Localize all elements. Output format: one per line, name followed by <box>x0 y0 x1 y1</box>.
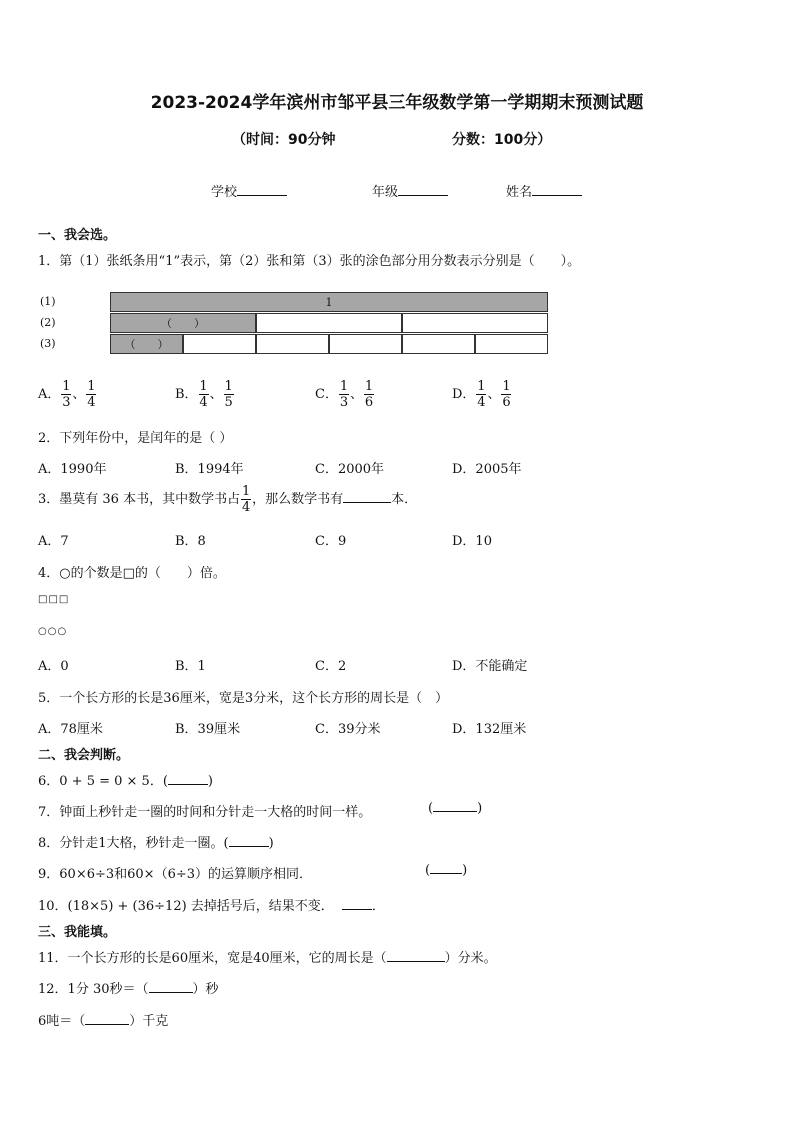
strip-3-cell <box>475 334 548 354</box>
school-field[interactable] <box>211 181 287 200</box>
section-heading-fill: 三、我能填。 <box>38 925 117 940</box>
q4-option-b[interactable]: B．1 <box>175 659 206 674</box>
strip-2-cell <box>256 313 402 333</box>
separator: 、 <box>349 387 363 402</box>
answer-blank[interactable] <box>149 992 193 993</box>
answer-blank[interactable] <box>168 784 208 785</box>
option-label: B． <box>175 387 198 402</box>
question-10: 10．(18×5) + (36÷12) 去掉括号后，结果不变． ． <box>38 899 385 914</box>
q5-option-a[interactable]: A．78厘米 <box>38 722 103 737</box>
fraction: $\frac{1}{4}$ <box>87 379 96 410</box>
fraction: $\frac{1}{4}$ <box>241 484 251 515</box>
fraction: $\frac{1}{4}$ <box>477 379 486 410</box>
answer-blank[interactable] <box>430 873 462 874</box>
q4-option-d[interactable]: D．不能确定 <box>452 659 528 674</box>
strip-3-cell <box>256 334 329 354</box>
strip-2-cell <box>402 313 548 333</box>
q4-option-c[interactable]: C．2 <box>315 659 347 674</box>
strip-3-shaded-cell: （ ） <box>110 334 183 354</box>
q2-option-a[interactable]: A．1990年 <box>38 462 107 477</box>
q4-option-a[interactable]: A．0 <box>38 659 69 674</box>
name-blank[interactable] <box>532 182 582 196</box>
strip-3-cell <box>402 334 475 354</box>
answer-blank[interactable] <box>342 909 372 910</box>
answer-blank[interactable] <box>343 502 391 503</box>
q3-option-b[interactable]: B．8 <box>175 534 206 549</box>
question-11: 11．一个长方形的长是60厘米，宽是40厘米，它的周长是（ ）分米。 <box>38 951 497 966</box>
grade-field[interactable] <box>372 181 448 200</box>
strip-2-shaded-cell: （ ） <box>110 313 256 333</box>
q1-option-a[interactable] <box>38 379 97 410</box>
separator: 、 <box>209 387 223 402</box>
school-label: 学校 <box>211 185 238 200</box>
q5-option-c[interactable]: C．39分米 <box>315 722 381 737</box>
strip-3-cell <box>183 334 256 354</box>
question-9-answer: ( ) <box>425 863 468 878</box>
exam-time: （时间：90分钟 <box>232 132 336 148</box>
circles-row: ○○○ <box>38 626 68 637</box>
page-title: 2023-2024学年滨州市邹平县三年级数学第一学期期末预测试题 <box>150 93 644 113</box>
squares-row: □□□ <box>38 594 70 605</box>
q3-option-a[interactable]: A．7 <box>38 534 69 549</box>
answer-blank[interactable] <box>229 846 269 847</box>
question-8: 8．分针走1大格，秒针走一圈。( ) <box>38 836 274 851</box>
section-heading-judge: 二、我会判断。 <box>38 748 130 763</box>
fraction: $\frac{1}{5}$ <box>224 379 233 410</box>
grade-blank[interactable] <box>398 182 448 196</box>
answer-blank[interactable] <box>85 1024 129 1025</box>
question-1-text: 1．第（1）张纸条用“1”表示，第（2）张和第（3）张的涂色部分用分数表示分别是（ ）。 <box>38 254 581 269</box>
q1-option-c[interactable] <box>315 379 375 410</box>
strip-label-2: (2) <box>40 316 56 329</box>
question-5-text: 5．一个长方形的长是36厘米，宽是3分米，这个长方形的周长是（ ） <box>38 691 449 706</box>
strip-3-cell <box>329 334 402 354</box>
section-heading-choice: 一、我会选。 <box>38 228 117 243</box>
fraction: $\frac{1}{6}$ <box>364 379 374 410</box>
question-12b: 6吨＝（ ）千克 <box>38 1014 169 1029</box>
q2-option-b[interactable]: B．1994年 <box>175 462 244 477</box>
strip-label-1: (1) <box>40 295 56 308</box>
exam-score: 分数：100分） <box>452 132 552 148</box>
q2-option-c[interactable]: C．2000年 <box>315 462 385 477</box>
q2-option-d[interactable]: D．2005年 <box>452 462 522 477</box>
fraction: $\frac{1}{4}$ <box>199 379 208 410</box>
q1-option-d[interactable] <box>452 379 512 410</box>
option-label: A． <box>38 387 61 402</box>
answer-blank[interactable] <box>433 811 477 812</box>
q5-option-b[interactable]: B．39厘米 <box>175 722 241 737</box>
strip-3 <box>110 334 548 354</box>
separator: 、 <box>72 387 86 402</box>
q3-option-d[interactable]: D．10 <box>452 534 492 549</box>
question-7-answer: ( ) <box>428 801 483 816</box>
separator: 、 <box>487 387 501 402</box>
option-label: D． <box>452 387 476 402</box>
question-9: 9．60×6÷3和60×（6÷3）的运算顺序相同． <box>38 867 313 882</box>
q1-option-b[interactable] <box>175 379 235 410</box>
question-4-text: 4．○的个数是□的（ ）倍。 <box>38 566 226 581</box>
question-7: 7．钟面上秒针走一圈的时间和分针走一大格的时间一样。 <box>38 805 372 820</box>
option-label: C． <box>315 387 338 402</box>
name-field[interactable] <box>506 181 582 200</box>
name-label: 姓名 <box>506 185 533 200</box>
strip-2 <box>110 313 548 333</box>
strip-label-3: (3) <box>40 337 56 350</box>
grade-label: 年级 <box>372 185 399 200</box>
fraction: $\frac{1}{6}$ <box>502 379 511 410</box>
question-12: 12．1分 30秒＝（ ）秒 <box>38 982 219 997</box>
q3-option-c[interactable]: C．9 <box>315 534 347 549</box>
school-blank[interactable] <box>237 182 287 196</box>
strip-1-cell: 1 <box>110 292 548 312</box>
question-6: 6．0 + 5 = 0 × 5．( ) <box>38 774 213 789</box>
q5-option-d[interactable]: D．132厘米 <box>452 722 527 737</box>
fraction: $\frac{1}{3}$ <box>62 379 71 410</box>
strip-1 <box>110 292 548 312</box>
answer-blank[interactable] <box>387 961 445 962</box>
question-3-text: 3．墨莫有 36 本书，其中数学书占 $\frac{1}{4}$ ，那么数学书有 本． <box>38 484 418 515</box>
question-2-text: 2．下列年份中，是闰年的是（ ） <box>38 431 233 446</box>
fraction: $\frac{1}{3}$ <box>339 379 349 410</box>
